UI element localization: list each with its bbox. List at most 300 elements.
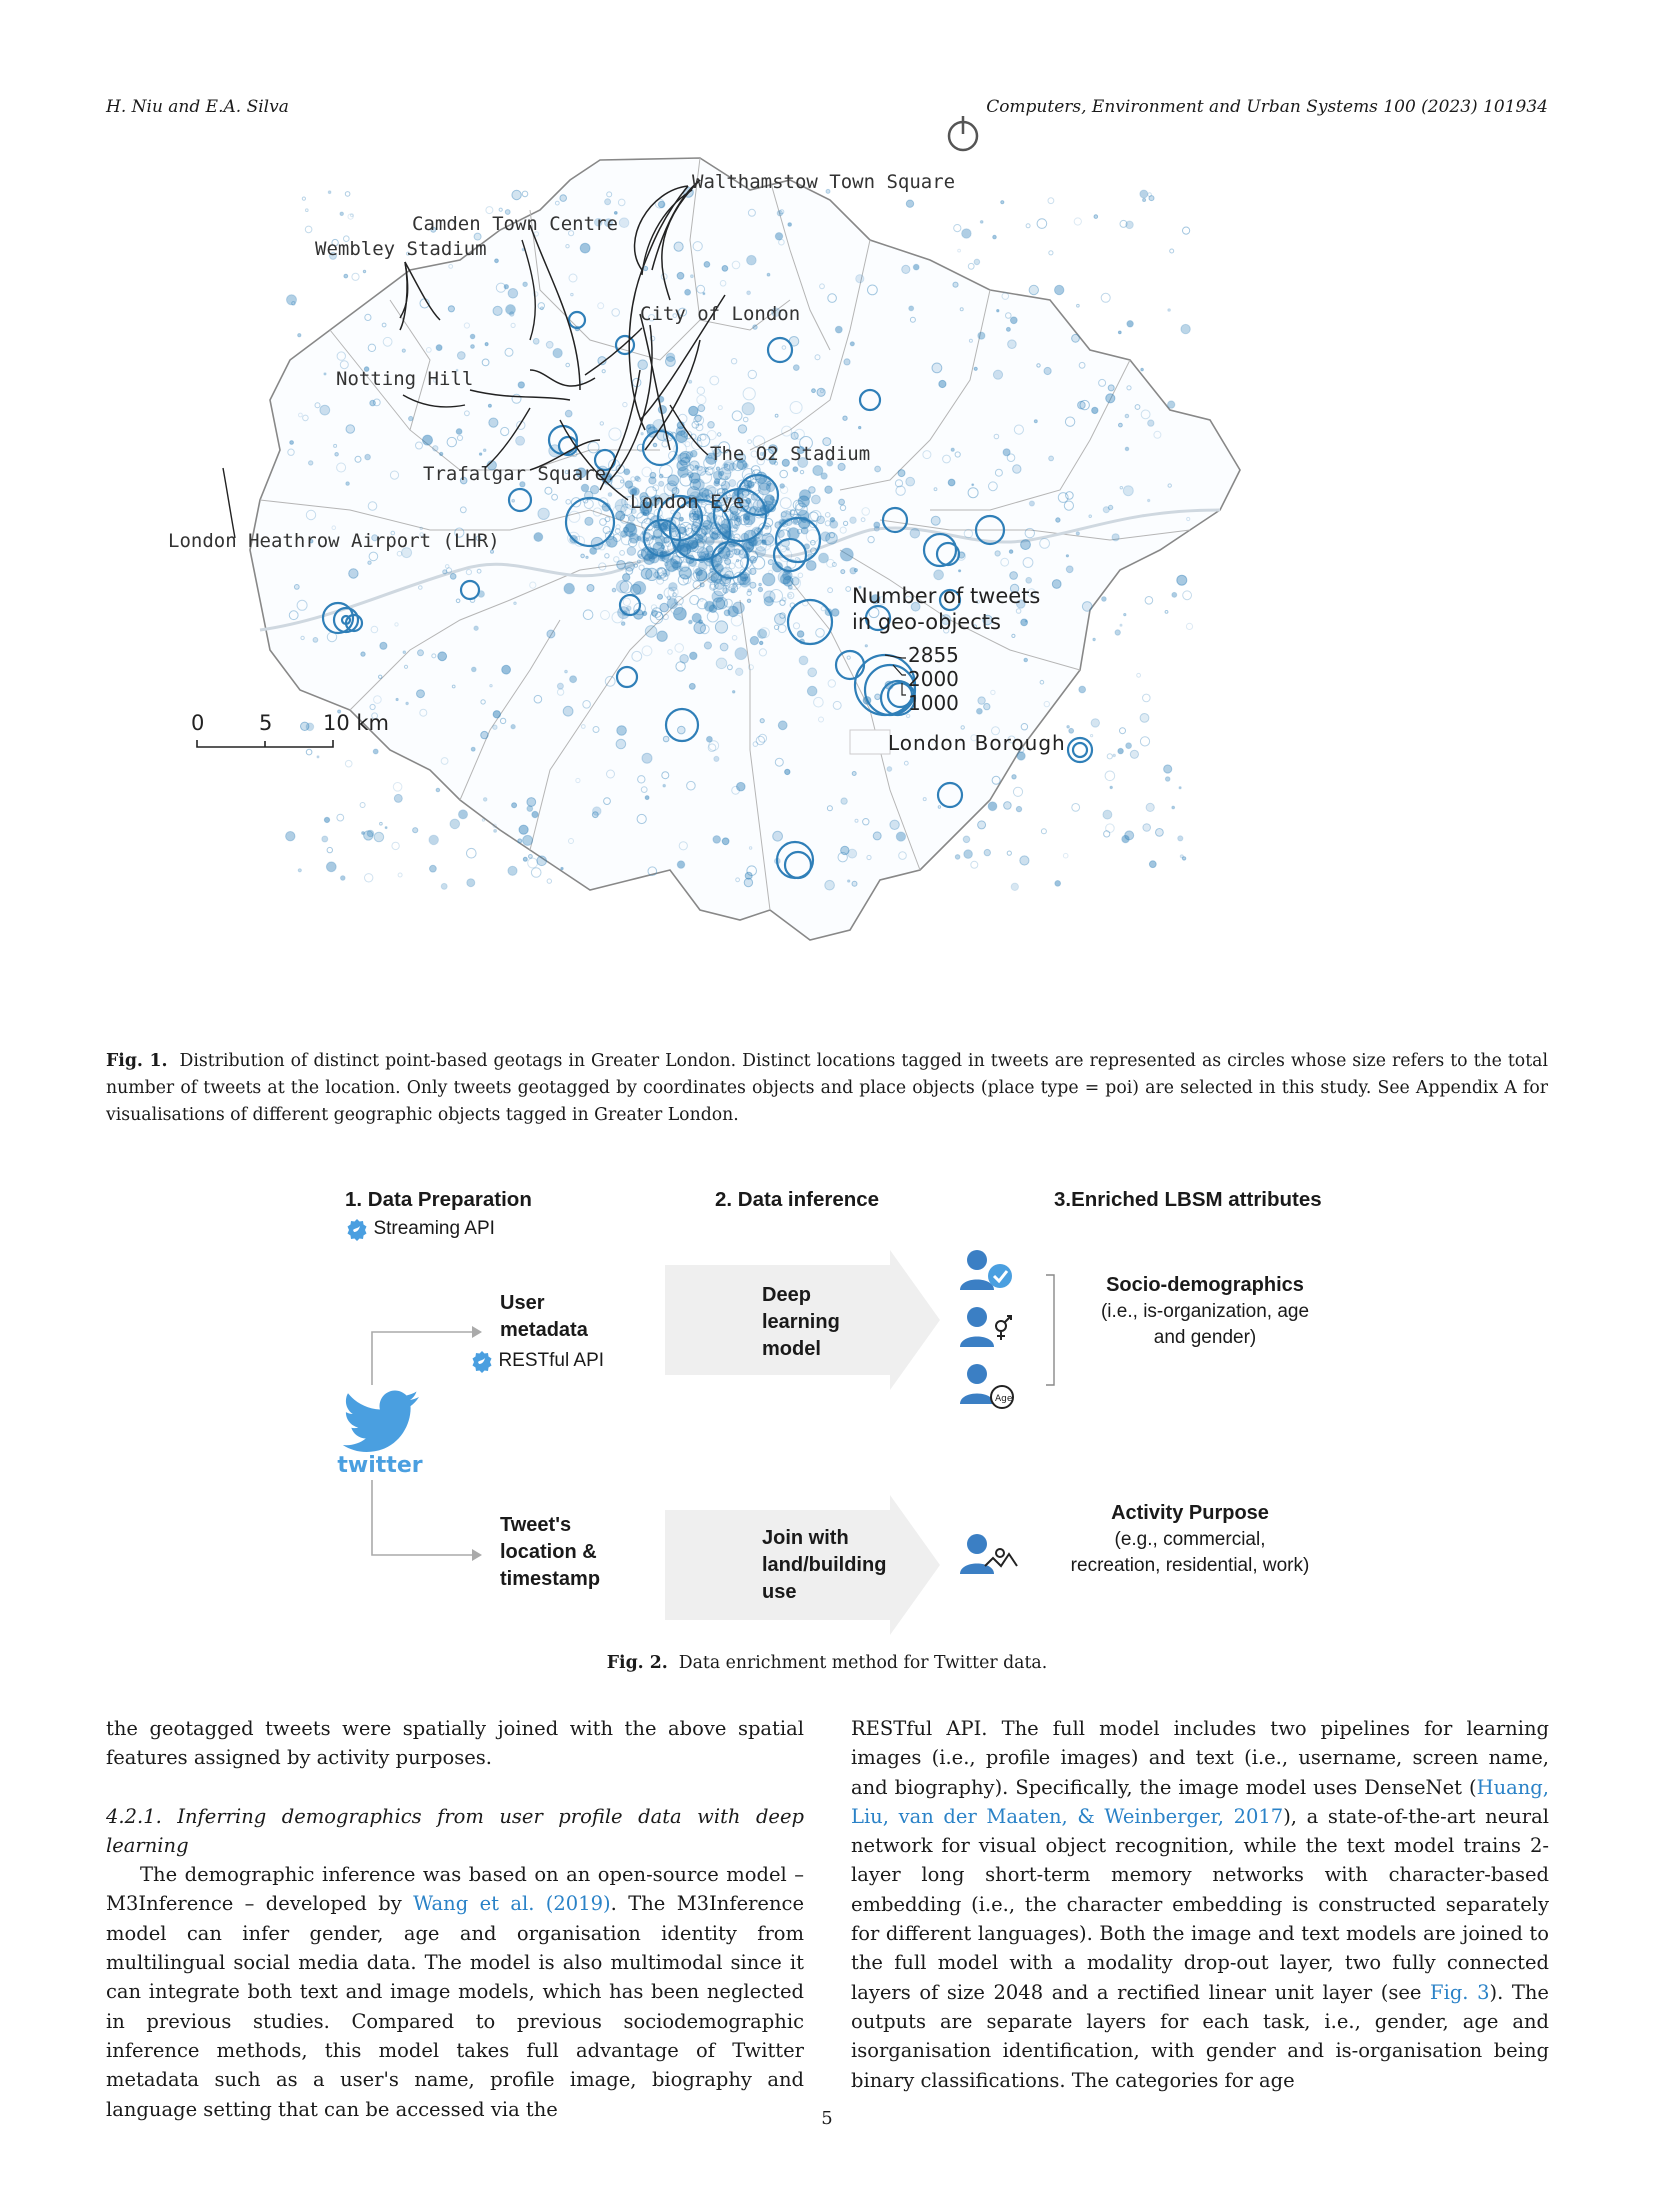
- deep-learning-line2: learning: [762, 1311, 840, 1333]
- tweet-point: [735, 648, 747, 660]
- tweet-point: [1074, 218, 1081, 225]
- tweet-point: [1170, 249, 1174, 253]
- tweet-point: [1077, 304, 1080, 307]
- activity-title: Activity Purpose: [1111, 1502, 1269, 1524]
- tweet-point: [787, 528, 799, 540]
- tweet-point: [499, 208, 502, 211]
- tweet-point: [1123, 486, 1133, 496]
- legend-value-2000: 2000: [908, 667, 959, 691]
- age-badge-text: Age: [995, 1394, 1013, 1404]
- tweet-point: [689, 406, 698, 415]
- tweet-point: [913, 264, 919, 270]
- paragraph: [106, 1860, 804, 2124]
- tweet-point: [557, 683, 563, 689]
- tweet-point: [988, 802, 997, 811]
- tweet-point: [704, 642, 711, 649]
- tweet-point: [625, 562, 634, 571]
- tweet-point: [1183, 591, 1192, 600]
- tweet-point: [443, 570, 447, 574]
- tweet-point: [642, 753, 652, 763]
- tweet-point: [344, 274, 348, 278]
- tweet-point: [793, 467, 798, 472]
- tweet-point: [593, 807, 602, 816]
- tweet-point: [1102, 597, 1107, 602]
- tweet-point: [1125, 414, 1129, 418]
- twitter-bird-icon: [342, 1390, 418, 1452]
- tweet-point: [645, 626, 657, 638]
- tweet-point: [1049, 251, 1053, 255]
- tweet-point: [519, 825, 528, 834]
- tweet-point: [1115, 630, 1120, 635]
- tweet-point: [502, 665, 511, 674]
- tweet-point: [1164, 765, 1172, 773]
- tweet-point: [875, 466, 881, 472]
- tweet-point: [1066, 566, 1073, 573]
- body-column-left: [106, 1714, 804, 2124]
- tweet-point: [1013, 465, 1021, 473]
- tweet-point: [968, 263, 974, 269]
- tweet-point: [678, 467, 689, 478]
- tweet-point: [403, 651, 405, 653]
- tweet-point: [546, 341, 553, 348]
- tweet-point: [1179, 787, 1181, 789]
- tweet-point: [436, 345, 442, 351]
- tweet-point: [964, 850, 973, 859]
- tweet-point: [374, 832, 384, 842]
- restful-api-row: [470, 1350, 604, 1374]
- tweet-point: [430, 865, 437, 872]
- tweet-point: [958, 249, 961, 252]
- tweet-point: [340, 212, 344, 216]
- tweet-point: [1020, 856, 1029, 865]
- tweet-point: [1172, 592, 1177, 597]
- tweet-point: [812, 495, 821, 504]
- scale-bar: [191, 711, 389, 747]
- london-tweet-map: [168, 150, 1460, 1030]
- tweet-point: [423, 435, 433, 445]
- tweet-point: [538, 508, 549, 519]
- twitter-logo: [330, 1390, 430, 1478]
- tweet-point: [984, 849, 990, 855]
- tweet-point: [1026, 577, 1032, 583]
- tweet-location-line3: timestamp: [500, 1568, 601, 1590]
- tweet-point: [1168, 401, 1175, 408]
- tweet-point: [305, 226, 312, 233]
- tweet-point: [997, 310, 999, 312]
- tweet-point: [1143, 199, 1146, 202]
- paragraph: [851, 1714, 1549, 2095]
- tweet-point: [984, 703, 990, 709]
- tweet-point: [612, 588, 616, 592]
- tweet-point: [778, 571, 791, 584]
- tweet-point: [1120, 728, 1126, 734]
- tweet-point: [767, 273, 770, 276]
- bexley-circle-2: [1073, 743, 1087, 757]
- tweet-point: [488, 404, 491, 407]
- tweet-point: [1008, 340, 1017, 349]
- tweet-point: [561, 867, 563, 869]
- tweet-point: [1091, 719, 1099, 727]
- tweet-point: [852, 772, 856, 776]
- tweet-point: [691, 275, 694, 278]
- tweet-point: [1072, 804, 1080, 812]
- tweet-point: [317, 756, 319, 758]
- tweet-point: [619, 218, 629, 228]
- tweet-point: [467, 848, 477, 858]
- tweet-point: [362, 832, 365, 835]
- tweet-point: [978, 697, 985, 704]
- tweet-point: [715, 621, 727, 633]
- tweet-point: [677, 861, 685, 869]
- tweet-point: [744, 878, 752, 886]
- tweet-point: [493, 306, 502, 315]
- tweet-point: [747, 291, 751, 295]
- tweet-point: [534, 533, 543, 542]
- tweet-point: [723, 588, 728, 593]
- data-enrichment-diagram: [330, 1180, 1360, 1640]
- section-heading: 4.2.1. Inferring demographics from user profile data with deep learning: [106, 1804, 804, 1857]
- tweet-point: [340, 876, 345, 881]
- step3-title: 3.Enriched LBSM attributes: [1054, 1188, 1322, 1211]
- tweet-point: [581, 554, 585, 558]
- tweet-point: [413, 828, 418, 833]
- legend-value-2855: 2855: [908, 643, 959, 667]
- tweet-point: [750, 582, 756, 588]
- tweet-point: [623, 574, 630, 581]
- tweet-point: [1006, 327, 1010, 331]
- running-header-journal: Computers, Environment and Urban Systems 100 (2023) 101934: [986, 97, 1548, 117]
- scale-label-10: 10 km: [323, 711, 390, 735]
- tweet-point: [808, 668, 817, 677]
- tweet-point: [624, 524, 637, 537]
- tweet-point: [313, 638, 318, 643]
- tweet-point: [433, 446, 438, 451]
- tweet-point: [798, 496, 809, 507]
- tweet-point: [1108, 505, 1112, 509]
- tweet-point: [518, 839, 522, 843]
- legend-title-line2: in geo-objects: [852, 610, 1001, 634]
- tweet-point: [840, 548, 853, 561]
- citation-link[interactable]: Wang et al. (2019): [413, 1892, 611, 1916]
- tweet-point: [470, 334, 475, 339]
- tweet-location-label: [500, 1512, 600, 1593]
- tweet-point: [306, 749, 312, 755]
- tweet-point: [450, 574, 456, 580]
- socio-title: Socio-demographics: [1106, 1274, 1304, 1296]
- tweet-point: [875, 694, 881, 700]
- tweet-point: [1168, 309, 1171, 312]
- tweet-point: [1140, 714, 1149, 723]
- tweet-point: [458, 810, 467, 819]
- tweet-point: [1021, 619, 1028, 626]
- body-column-right: [851, 1714, 1549, 2095]
- tweet-point: [324, 373, 326, 375]
- tweet-point: [365, 874, 373, 882]
- tweet-point: [695, 415, 702, 422]
- tweet-point: [585, 517, 593, 525]
- join-landuse-label: [762, 1525, 886, 1606]
- tweet-point: [456, 429, 462, 435]
- tweet-point: [658, 594, 663, 599]
- tweet-point: [756, 547, 766, 557]
- tweet-point: [676, 431, 688, 443]
- tweet-point: [931, 516, 940, 525]
- tweet-point: [898, 470, 905, 477]
- tweet-point: [978, 821, 986, 829]
- tweet-point: [835, 326, 842, 333]
- tweet-point: [1113, 754, 1116, 757]
- tweet-point: [902, 265, 910, 273]
- tweet-point: [360, 803, 365, 808]
- tweet-point: [762, 540, 767, 545]
- tweet-point: [440, 452, 443, 455]
- tweet-point: [1124, 614, 1126, 616]
- citation-link[interactable]: Huang, Liu, van der Maaten, & Weinberger, 2017: [851, 1775, 1549, 1828]
- tweet-point: [641, 568, 652, 579]
- label-heathrow: London Heathrow Airport (LHR): [168, 530, 500, 552]
- user-metadata-line1: User: [500, 1292, 545, 1314]
- tweet-point: [951, 448, 954, 451]
- tweet-point: [948, 479, 955, 486]
- step1-title: 1. Data Preparation: [345, 1188, 532, 1211]
- tweet-point: [373, 749, 378, 754]
- tweet-point: [703, 293, 705, 295]
- tweet-point: [564, 583, 575, 594]
- tweet-point: [450, 819, 460, 829]
- tweet-point: [760, 719, 764, 723]
- tweet-point: [467, 879, 475, 887]
- tweet-point: [847, 880, 850, 883]
- tweet-point: [674, 607, 687, 620]
- tweet-point: [1122, 835, 1130, 843]
- figure-link[interactable]: Fig. 3: [1430, 1980, 1490, 2004]
- tweet-point: [887, 767, 892, 772]
- verified-badge-icon: [470, 1350, 494, 1374]
- tweet-point: [993, 370, 1002, 379]
- tweet-point: [392, 842, 399, 849]
- tweet-point: [792, 578, 800, 586]
- tweet-point: [1063, 853, 1068, 858]
- tweet-point: [409, 416, 413, 420]
- tweet-point: [748, 589, 751, 592]
- tweet-point: [746, 498, 751, 503]
- tweet-point: [448, 306, 454, 312]
- tweet-point: [1066, 555, 1068, 557]
- tweet-point: [547, 630, 555, 638]
- tweet-point: [1021, 540, 1031, 550]
- tweet-point: [974, 259, 980, 265]
- socio-desc-line1: (i.e., is-organization, age: [1100, 1301, 1310, 1322]
- tweet-point: [714, 756, 719, 761]
- tweet-point: [1048, 198, 1054, 204]
- tweet-point: [906, 477, 915, 486]
- tweet-point: [370, 400, 376, 406]
- tweet-point: [1156, 829, 1164, 837]
- tweet-point: [1052, 580, 1061, 589]
- tweet-point: [637, 536, 641, 540]
- tweet-point: [720, 643, 728, 651]
- tweet-point: [1001, 201, 1004, 204]
- tweet-point: [963, 836, 970, 843]
- tweet-point: [959, 570, 961, 572]
- tweet-point: [939, 380, 946, 387]
- tweet-point: [1143, 694, 1151, 702]
- tweet-point: [971, 861, 978, 868]
- label-notting-hill: Notting Hill: [336, 368, 474, 390]
- socio-demographics-block: [1065, 1272, 1345, 1351]
- tweet-point: [429, 835, 439, 845]
- tweet-point: [841, 798, 847, 804]
- tweet-point: [518, 382, 524, 388]
- label-walthamstow: Walthamstow Town Square: [692, 171, 956, 193]
- tweet-point: [1143, 824, 1151, 832]
- tweet-point: [1041, 829, 1046, 834]
- tweet-point: [294, 585, 299, 590]
- tweet-point: [1148, 499, 1150, 501]
- tweet-point: [674, 242, 683, 251]
- tweet-point: [690, 479, 700, 489]
- paragraph-text: The demographic inference was based on an open-source model – M3Inference – developed by: [106, 1863, 804, 1916]
- tweet-point: [694, 622, 706, 634]
- tweet-point: [457, 352, 465, 360]
- tweet-point: [638, 360, 648, 370]
- tweet-point: [1034, 420, 1037, 423]
- tweet-point: [731, 588, 736, 593]
- tweet-point: [531, 868, 541, 878]
- user-gender-icon: [960, 1307, 1011, 1347]
- tweet-point: [483, 798, 487, 802]
- tweet-point: [532, 811, 538, 817]
- tweet-point: [581, 484, 589, 492]
- tweet-point: [768, 560, 773, 565]
- tweet-point: [1082, 602, 1092, 612]
- tweet-point: [324, 817, 329, 822]
- tweet-point: [690, 461, 699, 470]
- deep-learning-line3: model: [762, 1338, 821, 1360]
- tweet-point: [617, 726, 627, 736]
- tweet-point: [1103, 810, 1112, 819]
- paragraph-text: ), a state-of-the-art neural network for visual object recognition, while the text model trains 2-layer long short-term memory networks with character-based embedding (i.e., the character embedding is constructed separately for different languages). Both the image and text models are joined to the full model with a modality drop-out layer, two fully connected layers of size 2048 and a rectified linear unit layer (see: [851, 1804, 1549, 2004]
- tweet-point: [345, 192, 350, 197]
- tweet-point: [750, 556, 757, 563]
- tweet-point: [298, 334, 301, 337]
- tweet-point: [1092, 407, 1098, 413]
- tweet-point: [361, 652, 365, 656]
- tweet-point: [608, 493, 612, 497]
- tweet-point: [734, 549, 740, 555]
- tweet-point: [763, 573, 775, 585]
- activity-desc-line2: recreation, residential, work): [1070, 1555, 1310, 1576]
- tweet-point: [406, 702, 409, 705]
- tweet-point: [799, 656, 808, 665]
- tweet-point: [528, 858, 538, 868]
- tweet-point: [736, 516, 741, 521]
- tweet-point: [716, 597, 727, 608]
- tweet-point: [1055, 285, 1064, 294]
- tweet-point: [1011, 883, 1018, 890]
- tweet-point: [713, 836, 721, 844]
- tweet-point: [337, 814, 344, 821]
- tweet-point: [1093, 638, 1095, 640]
- activity-desc-line1: (e.g., commercial,: [1114, 1529, 1266, 1550]
- tweet-point: [1177, 575, 1187, 585]
- tweet-point: [1186, 623, 1192, 629]
- tweet-point: [706, 736, 712, 742]
- tweet-point: [788, 223, 792, 227]
- tweet-point: [512, 803, 517, 808]
- tweet-point: [1126, 743, 1132, 749]
- tweet-point: [826, 532, 838, 544]
- tweet-point: [645, 796, 649, 800]
- tweet-point: [1118, 748, 1124, 754]
- tweet-point: [385, 827, 387, 829]
- tweet-point: [890, 820, 899, 829]
- tweet-point: [974, 367, 977, 370]
- tweet-point: [667, 598, 678, 609]
- tweet-point: [1024, 658, 1028, 662]
- tweet-point: [692, 613, 701, 622]
- tweet-point: [365, 454, 371, 460]
- tweet-point: [1112, 534, 1119, 541]
- tweet-point: [380, 822, 383, 825]
- tweet-point: [1182, 857, 1185, 860]
- label-trafalgar: Trafalgar Square: [423, 463, 607, 485]
- tweet-point: [839, 499, 845, 505]
- tweet-point: [1044, 367, 1051, 374]
- tweet-point: [290, 441, 294, 445]
- running-header-authors: H. Niu and E.A. Silva: [106, 97, 289, 117]
- twitter-wordmark: twitter: [337, 1453, 423, 1478]
- tweet-point: [1079, 686, 1086, 693]
- tweet-point: [346, 425, 355, 434]
- tweet-point: [1101, 293, 1110, 302]
- tweet-point: [689, 380, 692, 383]
- tweet-point: [807, 686, 817, 696]
- tweet-point: [565, 410, 572, 417]
- tweet-point: [508, 866, 517, 875]
- tweet-point: [367, 830, 374, 837]
- tweet-point: [565, 670, 568, 673]
- legend-value-1000: 1000: [908, 691, 959, 715]
- tweet-point: [641, 433, 643, 435]
- deep-learning-label: [762, 1282, 840, 1363]
- tweet-point: [1004, 802, 1012, 810]
- tweet-point: [1148, 420, 1154, 426]
- tweet-point: [825, 486, 832, 493]
- tweet-point: [570, 676, 577, 683]
- tweet-point: [753, 325, 757, 329]
- tweet-point: [954, 225, 961, 232]
- tweet-point: [830, 518, 835, 523]
- tweet-point: [736, 668, 743, 675]
- streaming-api-label: Streaming API: [373, 1218, 495, 1240]
- tweet-point: [690, 652, 698, 660]
- tweet-point: [523, 282, 528, 287]
- tweet-point: [1029, 285, 1038, 294]
- tweet-point: [909, 306, 914, 311]
- tweet-point: [617, 561, 626, 570]
- tweet-point: [1007, 851, 1011, 855]
- tweet-point: [742, 403, 754, 415]
- tweet-point: [663, 784, 666, 787]
- tweet-point: [485, 343, 488, 346]
- tweet-point: [1003, 449, 1010, 456]
- tweet-point: [1181, 324, 1190, 333]
- tweet-point: [586, 556, 588, 558]
- tweet-point: [1141, 368, 1144, 371]
- tweet-point: [1125, 447, 1129, 451]
- tweet-point: [704, 532, 707, 535]
